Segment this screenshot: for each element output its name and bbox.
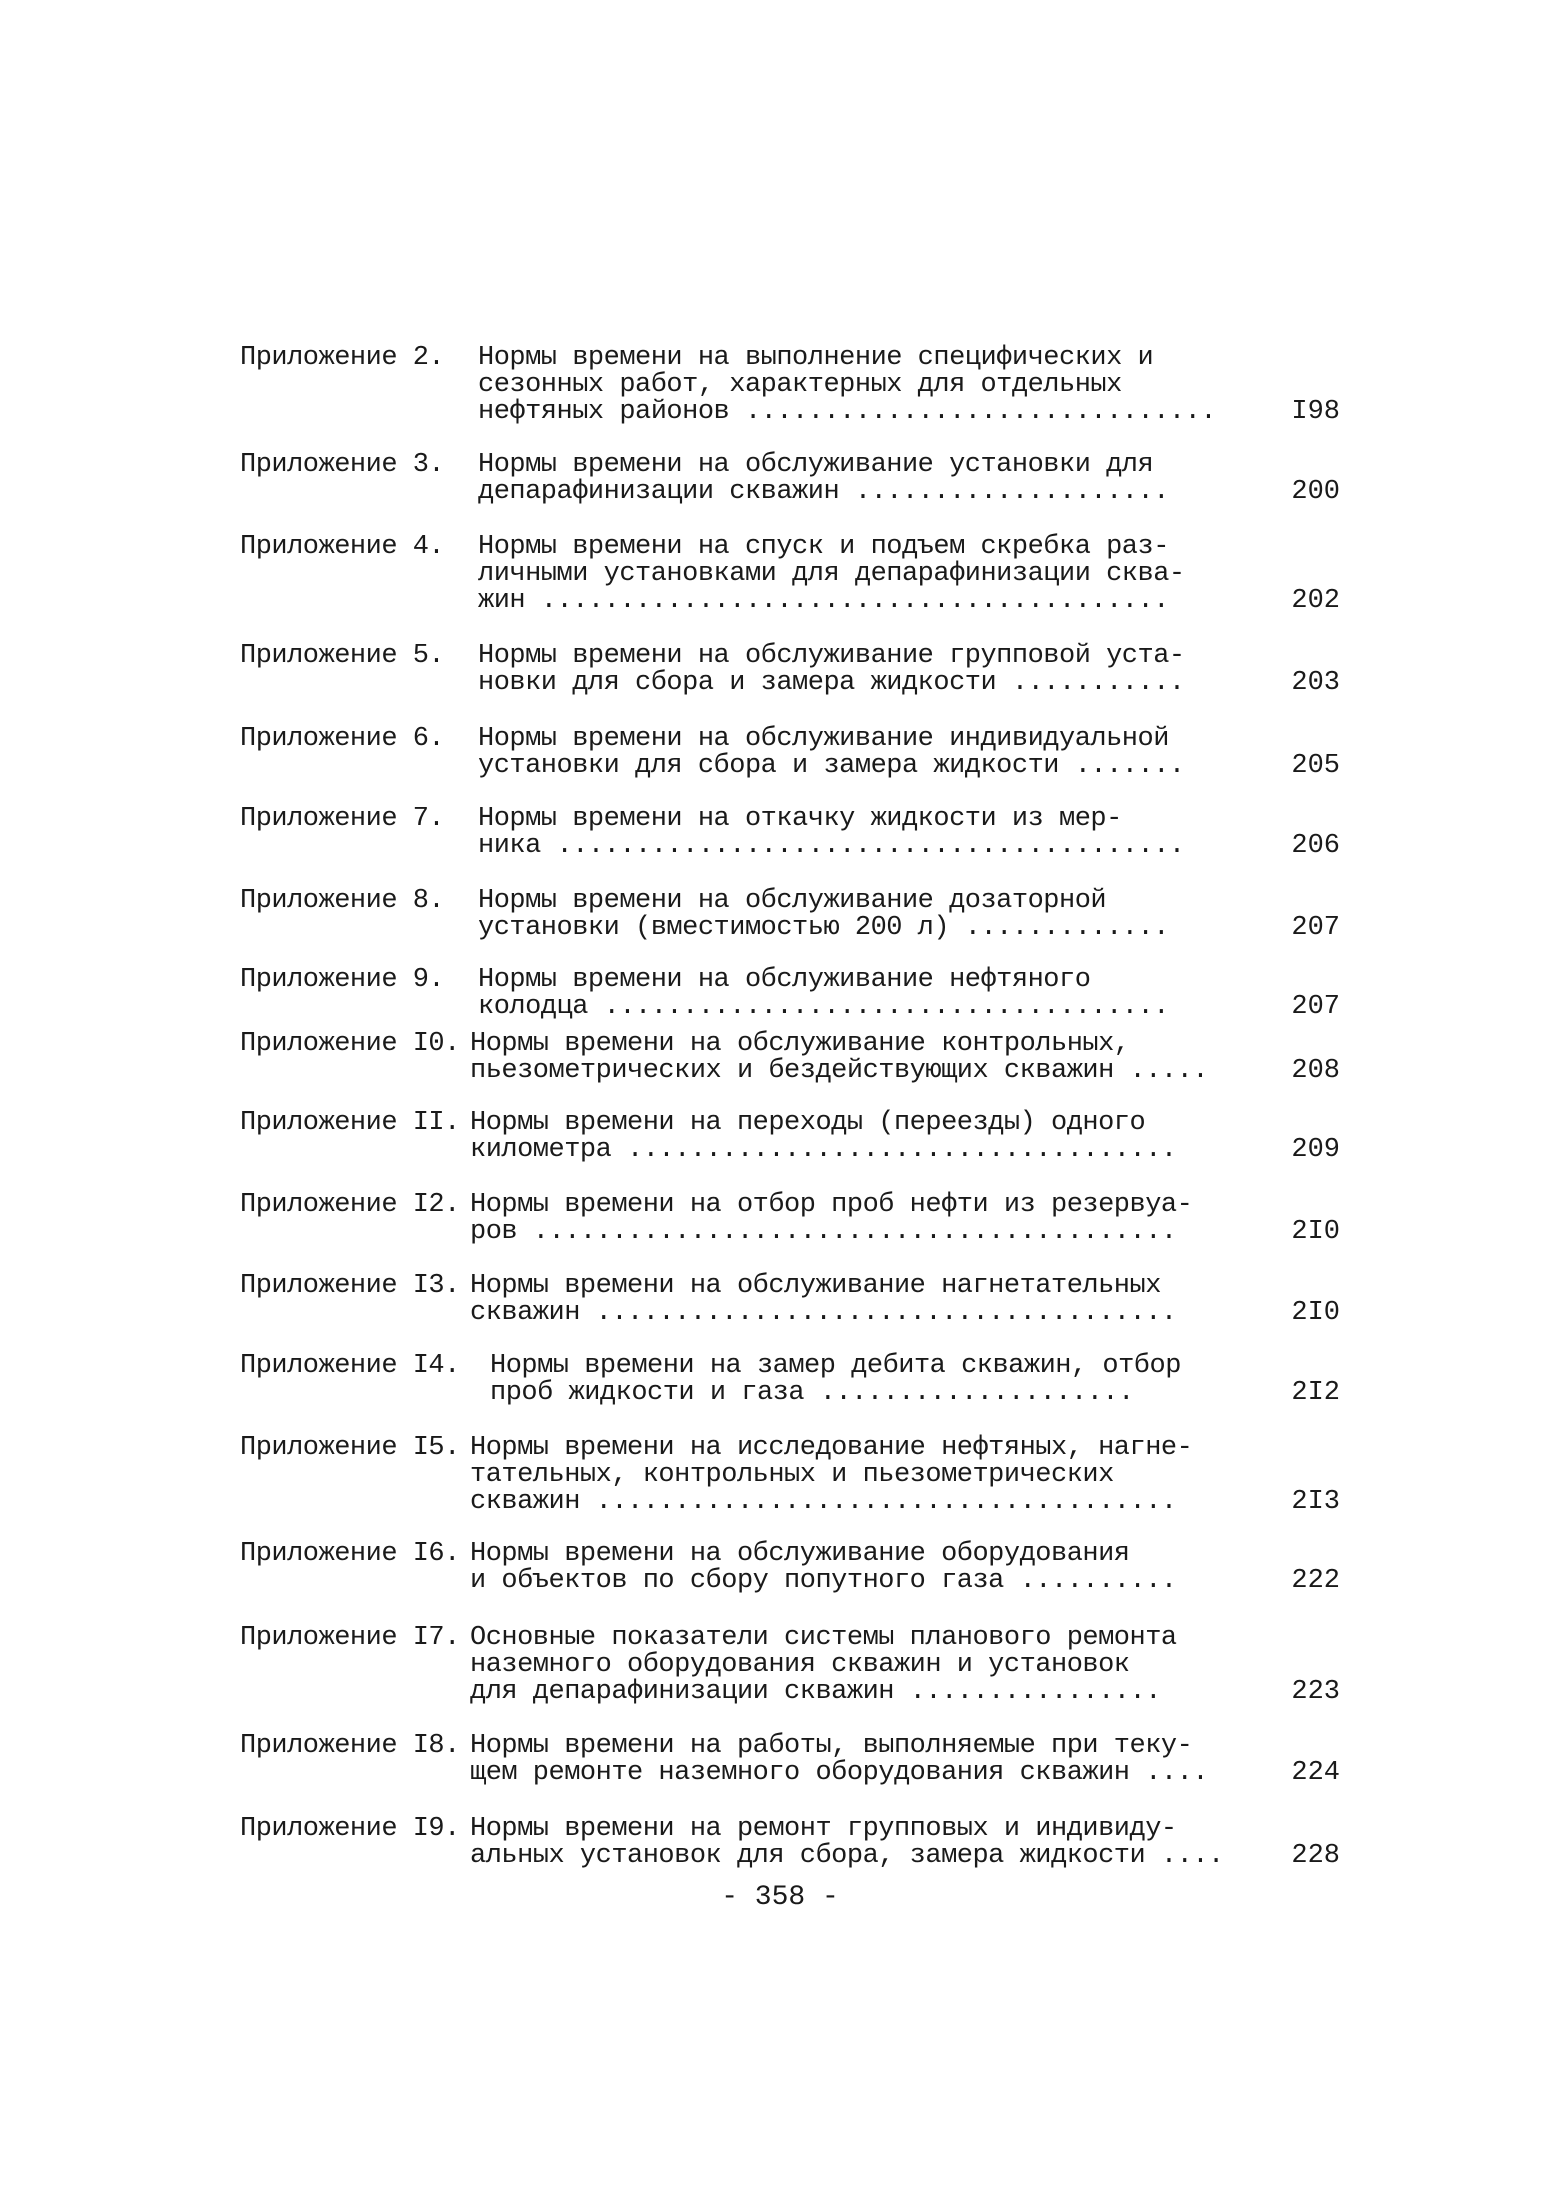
appendix-title: Нормы времени на обслуживание нефтяного колодца ....................................	[478, 965, 1169, 1022]
page-number: 224	[1291, 1758, 1340, 1788]
appendix-title: Нормы времени на обслуживание нагнетательных скважин .....................................	[470, 1271, 1177, 1328]
page-number: 207	[1291, 992, 1340, 1022]
page-footer-number: - 358 -	[721, 1882, 839, 1913]
appendix-label: Приложение I0.	[240, 1029, 460, 1059]
appendix-title: Нормы времени на обслуживание дозаторной установки (вместимостью 200 л) .............	[478, 886, 1169, 943]
page-number: 205	[1291, 751, 1340, 781]
page-number: 203	[1291, 668, 1340, 698]
appendix-title: Нормы времени на отбор проб нефти из резервуа- ров .........................................	[470, 1190, 1193, 1247]
appendix-label: Приложение I4.	[240, 1351, 460, 1381]
page-number: 208	[1291, 1056, 1340, 1086]
page-number: I98	[1291, 397, 1340, 427]
appendix-title: Нормы времени на обслуживание оборудования и объектов по сбору попутного газа ..........	[470, 1539, 1177, 1596]
appendix-title: Нормы времени на обслуживание установки для депарафинизации скважин ....................	[478, 450, 1169, 507]
appendix-title: Нормы времени на выполнение специфических и сезонных работ, характерных для отдельных нефтяных районов ..............................	[478, 343, 1217, 427]
appendix-label: Приложение 8.	[240, 886, 445, 916]
appendix-title: Нормы времени на переходы (переезды) одного километра ...................................	[470, 1108, 1177, 1165]
appendix-label: Приложение 6.	[240, 724, 445, 754]
appendix-label: Приложение I7.	[240, 1623, 460, 1653]
appendix-label: Приложение II.	[240, 1108, 460, 1138]
page-number: 209	[1291, 1135, 1340, 1165]
appendix-label: Приложение I5.	[240, 1433, 460, 1463]
page-number: 207	[1291, 913, 1340, 943]
appendix-label: Приложение I9.	[240, 1814, 460, 1844]
appendix-label: Приложение I6.	[240, 1539, 460, 1569]
appendix-title: Нормы времени на замер дебита скважин, отбор проб жидкости и газа ....................	[490, 1351, 1181, 1408]
appendix-title: Нормы времени на обслуживание контрольных, пьезометрических и бездействующих скважин .....	[470, 1029, 1209, 1086]
appendix-label: Приложение I2.	[240, 1190, 460, 1220]
appendix-title: Нормы времени на ремонт групповых и индивиду- альных установок для сбора, замера жидкости ....	[470, 1814, 1224, 1871]
appendix-title: Нормы времени на спуск и подъем скребка раз- личными установками для депарафинизации сква- жин ........................................	[478, 532, 1185, 616]
appendix-title: Нормы времени на обслуживание индивидуальной установки для сбора и замера жидкости .......	[478, 724, 1185, 781]
appendix-title: Нормы времени на исследование нефтяных, нагне- тательных, контрольных и пьезометрических скважин .....................................	[470, 1433, 1193, 1517]
appendix-label: Приложение 9.	[240, 965, 445, 995]
appendix-label: Приложение 3.	[240, 450, 445, 480]
page-number: 2I0	[1291, 1217, 1340, 1247]
page-number: 206	[1291, 831, 1340, 861]
appendix-title: Нормы времени на откачку жидкости из мер- ника ........................................	[478, 804, 1185, 861]
page-number: 228	[1291, 1841, 1340, 1871]
appendix-label: Приложение 7.	[240, 804, 445, 834]
appendix-label: Приложение 5.	[240, 641, 445, 671]
appendix-label: Приложение 4.	[240, 532, 445, 562]
page-number: 2I0	[1291, 1298, 1340, 1328]
page-number: 223	[1291, 1677, 1340, 1707]
appendix-label: Приложение 2.	[240, 343, 445, 373]
page-number: 2I2	[1291, 1378, 1340, 1408]
page-number: 200	[1291, 477, 1340, 507]
appendix-title: Нормы времени на работы, выполняемые при теку- щем ремонте наземного оборудования скважин ....	[470, 1731, 1209, 1788]
appendix-title: Нормы времени на обслуживание групповой уста- новки для сбора и замера жидкости ...........	[478, 641, 1185, 698]
page-number: 222	[1291, 1566, 1340, 1596]
appendix-label: Приложение I8.	[240, 1731, 460, 1761]
page-number: 202	[1291, 586, 1340, 616]
page-number: 2I3	[1291, 1487, 1340, 1517]
appendix-label: Приложение I3.	[240, 1271, 460, 1301]
appendix-title: Основные показатели системы планового ремонта наземного оборудования скважин и установок для депарафинизации скважин ................	[470, 1623, 1177, 1707]
